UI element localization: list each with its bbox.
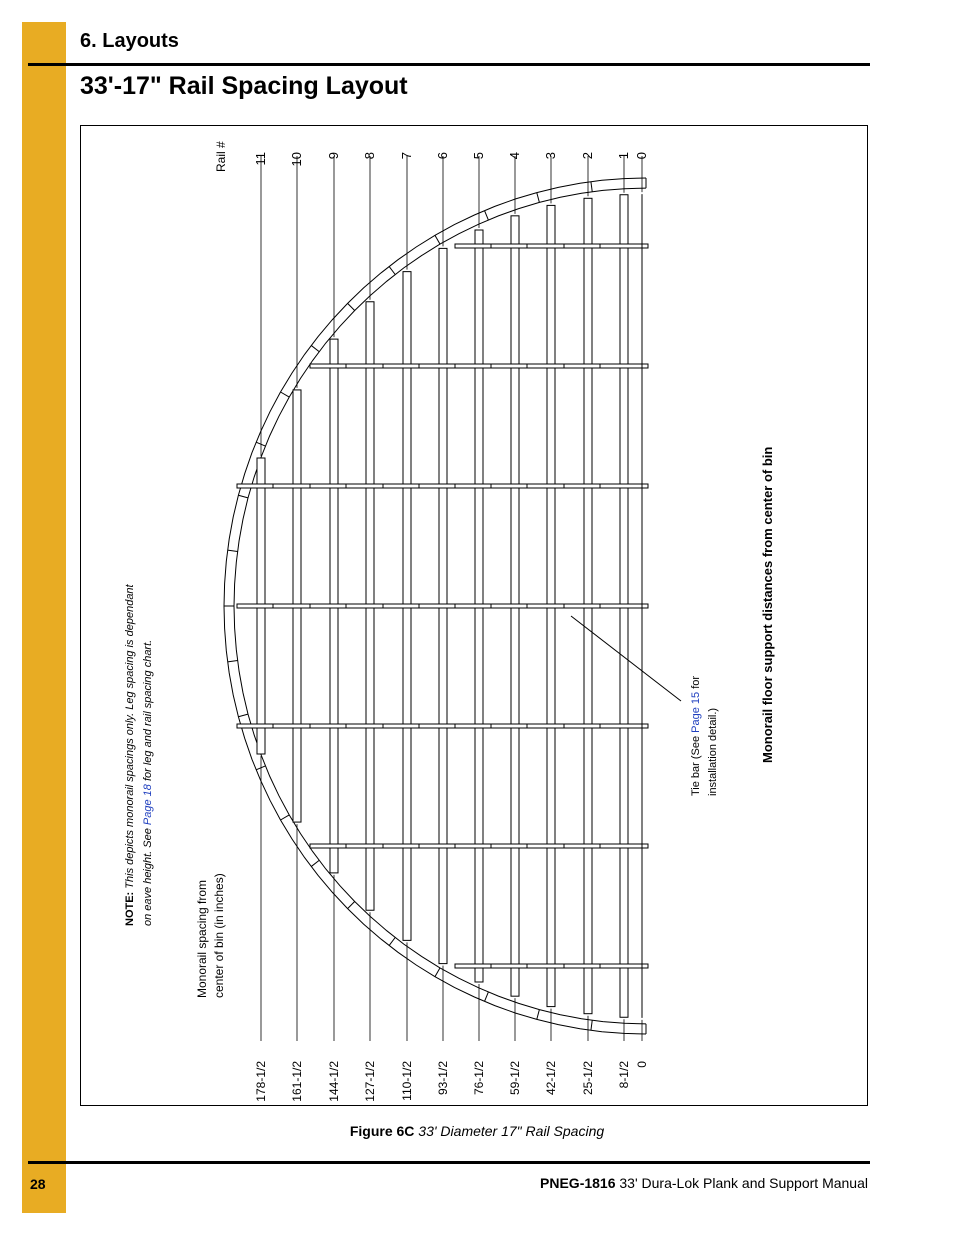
rail-spacing-label: 93-1/2 — [436, 1061, 450, 1096]
rail-number-label: 8 — [362, 152, 377, 160]
caption-label: Figure 6C — [349, 1123, 415, 1139]
wall-segment-joint — [238, 714, 248, 717]
figure-caption — [0, 1123, 954, 1139]
rail-number-label: 7 — [399, 152, 414, 160]
tie-bar-page-link[interactable]: Page 15 — [690, 691, 702, 733]
wall-segment-joint — [348, 901, 355, 908]
wall-segment-joint — [537, 1010, 540, 1020]
wall-segment-joint — [389, 938, 395, 946]
wall-segment-joint — [389, 266, 395, 274]
document-title: 33' Dura-Lok Plank and Support Manual — [615, 1175, 868, 1191]
spacing-header — [194, 873, 228, 998]
tie-bar-line-2: installation detail.) — [707, 707, 719, 796]
footer-document-title — [540, 1175, 868, 1191]
wall-segment-joint — [435, 235, 440, 244]
rail-number-label: 0 — [634, 152, 649, 160]
header-rule — [28, 63, 870, 66]
rail-spacing-figure — [80, 125, 868, 1106]
rail-spacing-label: 76-1/2 — [472, 1061, 486, 1096]
page-number: 28 — [30, 1176, 46, 1192]
wall-segment-joint — [228, 661, 238, 662]
wall-segment-joint — [348, 303, 355, 310]
caption-text: 33' Diameter 17" Rail Spacing — [414, 1123, 605, 1139]
wall-segment-joint — [311, 860, 319, 866]
figure-note — [121, 584, 157, 926]
tie-bar-text-end: for — [690, 675, 702, 692]
tie-bar-callout — [688, 676, 722, 796]
rail-number-label: 4 — [507, 152, 522, 160]
rail-number-label: 2 — [580, 152, 595, 160]
rail-spacing-label: 127-1/2 — [363, 1061, 377, 1102]
rail-number-label: 10 — [289, 152, 304, 167]
tie-bar — [600, 244, 648, 248]
rail-spacing-label: 42-1/2 — [544, 1061, 558, 1096]
wall-segment-joint — [281, 392, 290, 397]
rail-spacing-label: 178-1/2 — [254, 1061, 268, 1102]
wall-segment-joint — [485, 992, 489, 1001]
tie-bar — [600, 604, 648, 608]
side-accent-band — [22, 22, 66, 1213]
note-page-link[interactable]: Page 18 — [142, 784, 154, 826]
wall-segment-joint — [435, 968, 440, 977]
rail-spacing-label: 144-1/2 — [327, 1061, 341, 1102]
tie-bar — [600, 964, 648, 968]
rail-spacing-label: 25-1/2 — [581, 1061, 595, 1096]
wall-segment-joint — [485, 211, 489, 220]
tie-bar — [600, 484, 648, 488]
rail-spacing-label: 8-1/2 — [617, 1061, 631, 1089]
tie-bar-text-start: Tie bar (See — [690, 732, 702, 796]
wall-segment-joint — [228, 550, 238, 551]
rail-spacing-label: 110-1/2 — [400, 1061, 414, 1101]
rail-number-header: Rail # — [214, 141, 228, 172]
note-line-2-start: on eave height. See — [142, 825, 154, 926]
tie-bar — [600, 724, 648, 728]
spacing-header-line-2: center of bin (in inches) — [212, 873, 226, 998]
rail-number-label: 6 — [435, 152, 450, 160]
footer-rule — [28, 1161, 870, 1164]
note-label: NOTE: — [124, 891, 136, 926]
wall-segment-joint — [591, 1020, 592, 1030]
rail-number-label: 3 — [543, 152, 558, 160]
rail-number-label: 1 — [616, 152, 631, 160]
wall-segment-joint — [281, 815, 290, 820]
rail-spacing-label: 59-1/2 — [508, 1061, 522, 1096]
spacing-header-line-1: Monorail spacing from — [195, 879, 209, 998]
note-line-1: This depicts monorail spacings only. Leg spacing is dependant — [124, 584, 136, 889]
section-heading: 6. Layouts — [80, 30, 179, 52]
wall-segment-joint — [537, 193, 540, 203]
document-code: PNEG-1816 — [540, 1175, 616, 1191]
tie-bar — [600, 364, 648, 368]
rail-number-label: 9 — [326, 152, 341, 160]
wall-segment-joint — [591, 182, 592, 192]
rail-spacing-label: 161-1/2 — [290, 1061, 304, 1102]
tie-bar — [600, 844, 648, 848]
page-title: 33'-17" Rail Spacing Layout — [80, 72, 408, 100]
note-line-2-end: for leg and rail spacing chart. — [142, 639, 154, 785]
distances-side-caption: Monorail floor support distances from center of bin — [760, 446, 775, 763]
wall-segment-joint — [238, 495, 248, 498]
wall-segment-joint — [311, 345, 319, 351]
rail-number-label: 11 — [253, 152, 268, 166]
rail-spacing-label: 0 — [635, 1061, 649, 1068]
rail-number-label: 5 — [471, 152, 486, 160]
